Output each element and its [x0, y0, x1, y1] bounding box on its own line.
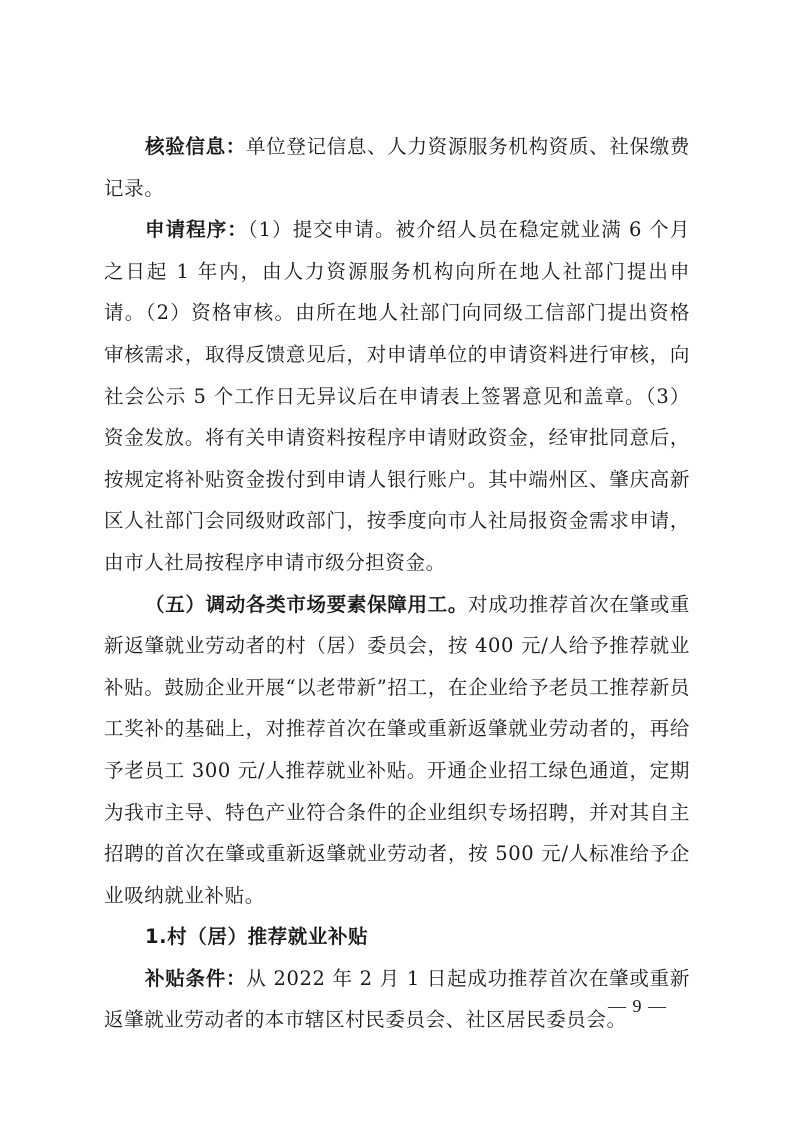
text-section-five: 对成功推荐首次在肇或重新返肇就业劳动者的村（居）委员会，按 400 元/人给予推荐就业补贴。鼓励企业开展“以老带新”招工，在企业给予老员工推荐新员工奖补的基础上，对推荐首次在肇或重新返肇就业劳动者的，再给予老员工 300 元/人推荐就业补贴。开通企业招工绿色通道，定期为我市主导、特色产业符合条件的企业组织专场招聘，并对其自主招聘的首次在肇或重新返肇就业劳动者，按 500 元/人标准给予企业吸纳就业补贴。: [104, 592, 690, 907]
paragraph-subsidy-heading: [104, 916, 690, 958]
label-subsidy-conditions: 补贴条件：: [145, 966, 247, 990]
label-verification-info: 核验信息：: [145, 135, 246, 158]
text-verification-info: 单位登记信息、人力资源服务机构资质、社保缴费记录。: [104, 135, 690, 200]
text-application-procedure: （1）提交申请。被介绍人员在稳定就业满 6 个月之日起 1 年内，由人力资源服务机构向所在地人社部门提出申请。（2）资格审核。由所在地人社部门向同级工信部门提出资格审核需求，取得反馈意见后，对申请单位的申请资料进行审核，向社会公示 5 个工作日无异议后在申请表上签署意见和盖章。（3）资金发放。将有关申请资料按程序申请财政资金，经审批同意后，按规定将补贴资金拨付到申请人银行账户。其中端州区、肇庆高新区人社部门会同级财政部门，按季度向市人社局报资金需求申请，由市人社局按程序申请市级分担资金。: [104, 218, 690, 574]
text-subsidy-conditions: 从 2022 年 2 月 1 日起成功推荐首次在肇或重新返肇就业劳动者的本市辖区村民委员会、社区居民委员会。: [104, 966, 690, 1032]
document-body: [104, 126, 690, 1041]
paragraph-subsidy-conditions: [104, 958, 690, 1041]
paragraph-section-five: [104, 584, 690, 917]
paragraph-application-procedure: [104, 209, 690, 583]
heading-section-five: （五）调动各类市场要素保障用工。: [145, 592, 469, 616]
heading-village-subsidy: 1.村（居）推荐就业补贴: [145, 925, 369, 949]
label-application-procedure: 申请程序：: [145, 218, 248, 242]
paragraph-verification-info: [104, 126, 690, 209]
page-number: — 9 —: [608, 996, 667, 1016]
